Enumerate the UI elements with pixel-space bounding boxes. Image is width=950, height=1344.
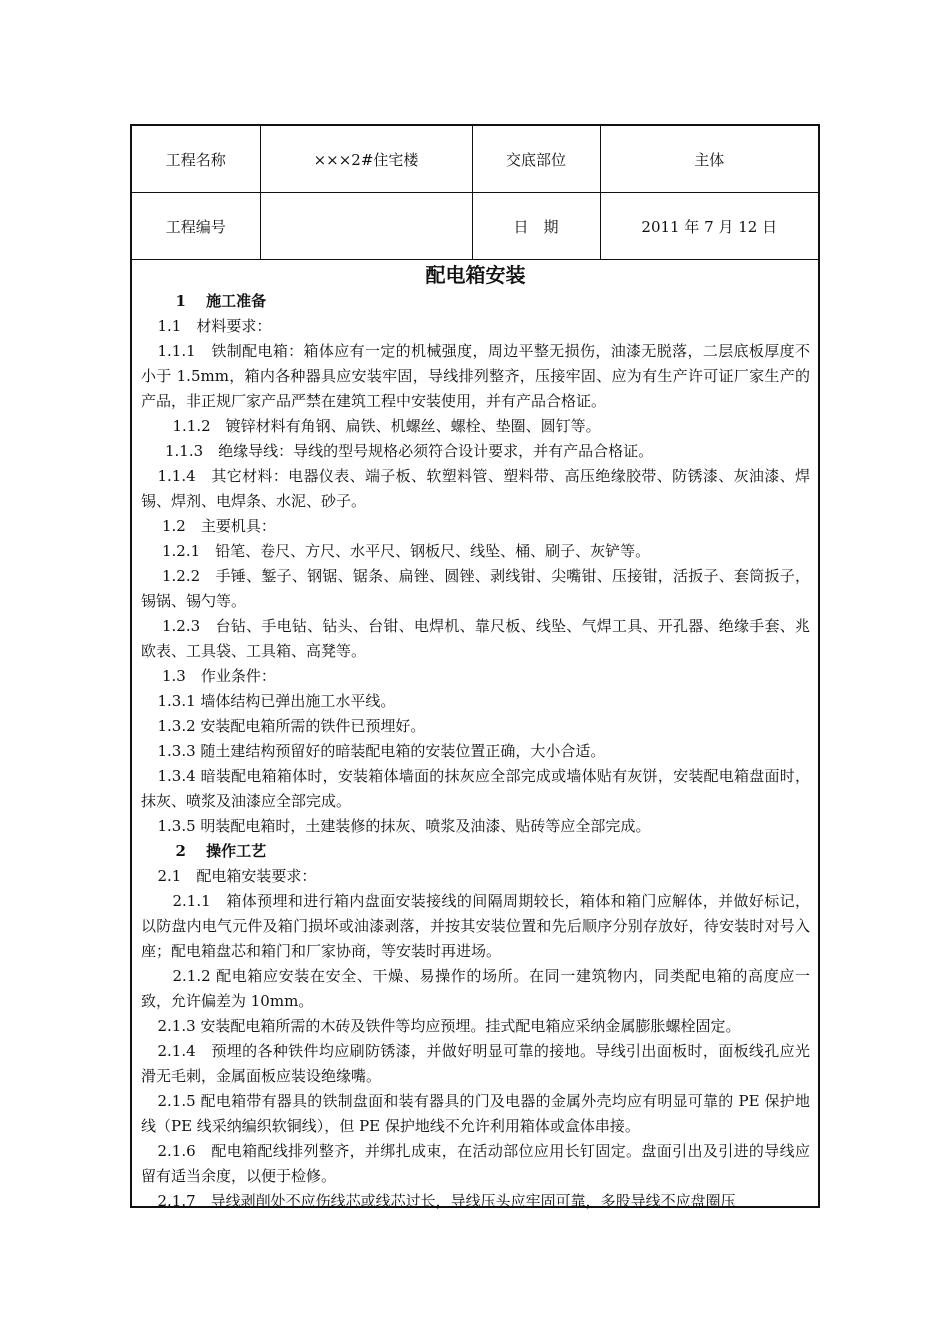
paragraph: 1.1.2 镀锌材料有角钢、扁铁、机螺丝、螺栓、垫圈、圆钉等。	[172, 417, 601, 435]
subsection-heading: 1.3 作业条件：	[162, 667, 276, 685]
document-body	[132, 260, 818, 1214]
paragraph: 1.1.4 其它材料：电器仪表、端子板、软塑料管、塑料带、高压绝缘胶带、防锈漆、灰油漆、焊锡、焊剂、电焊条、水泥、砂子。	[141, 467, 810, 510]
document-frame	[130, 124, 820, 1208]
paragraph: 1.3.5 明装配电箱时，土建装修的抹灰、喷浆及油漆、贴砖等应全部完成。	[157, 817, 651, 835]
paragraph: 2.1.1 箱体预埋和进行箱内盘面安装接线的间隔周期较长，箱体和箱门应解体，并做好标记，以防盘内电气元件及箱门损坏或油漆剥落，并按其安装位置和先后顺序分别存放好，待安装时对号入座；配电箱盘芯和箱门和厂家协商，等安装时再进场。	[141, 892, 810, 960]
document-title: 配电箱安装	[425, 263, 526, 287]
section-heading: 2 操作工艺	[175, 842, 267, 860]
date-value: 2011 年 7 月 12 日	[600, 193, 818, 260]
paragraph: 1.2.3 台钻、手电钻、钻头、台钳、电焊机、靠尺板、线坠、气焊工具、开孔器、绝缘手套、兆欧表、工具袋、工具箱、高凳等。	[141, 617, 810, 660]
location-label: 交底部位	[472, 126, 600, 193]
paragraph: 2.1.4 预埋的各种铁件均应刷防锈漆，并做好明显可靠的接地。导线引出面板时，面板线孔应光滑无毛刺，金属面板应装设绝缘嘴。	[141, 1042, 810, 1085]
paragraph: 1.2.1 铅笔、卷尺、方尺、水平尺、钢板尺、线坠、桶、刷子、灰铲等。	[162, 542, 651, 560]
project-no-value	[260, 193, 472, 260]
header-row	[132, 126, 818, 193]
subsection-heading: 1.2 主要机具：	[162, 517, 276, 535]
subsection-heading: 2.1 配电箱安装要求：	[157, 867, 317, 885]
section-heading: 1 施工准备	[175, 292, 267, 310]
paragraph: 1.2.2 手锤、錾子、钢锯、锯条、扁锉、圆锉、剥线钳、尖嘴钳、压接钳，活扳子、套筒扳子，锡锅、锡勺等。	[141, 567, 810, 610]
location-value: 主体	[600, 126, 818, 193]
project-name-value: ×××2#住宅楼	[260, 126, 472, 193]
paragraph: 2.1.3 安装配电箱所需的木砖及铁件等均应预埋。挂式配电箱应采纳金属膨胀螺栓固定。	[157, 1017, 741, 1035]
header-table	[132, 126, 818, 260]
paragraph: 2.1.7 导线剥削处不应伤线芯或线芯过长，导线压头应牢固可靠，多股导线不应盘圈压	[157, 1192, 736, 1210]
paragraph: 1.3.2 安装配电箱所需的铁件已预埋好。	[157, 717, 426, 735]
paragraph: 1.1.3 绝缘导线：导线的型号规格必须符合设计要求，并有产品合格证。	[165, 442, 654, 460]
paragraph: 2.1.6 配电箱配线排列整齐，并绑扎成束，在活动部位应用长钉固定。盘面引出及引进的导线应留有适当余度，以便于检修。	[141, 1142, 810, 1185]
paragraph: 2.1.2 配电箱应安装在安全、干燥、易操作的场所。在同一建筑物内，同类配电箱的高度应一致，允许偏差为 10mm。	[141, 967, 810, 1010]
paragraph: 1.3.1 墙体结构已弹出施工水平线。	[157, 692, 396, 710]
paragraph: 2.1.5 配电箱带有器具的铁制盘面和装有器具的门及电器的金属外壳均应有明显可靠的 PE 保护地线（PE 线采纳编织软铜线），但 PE 保护地线不允许利用箱体或盒体串接。	[141, 1092, 810, 1135]
paragraph: 1.3.4 暗装配电箱箱体时，安装箱体墙面的抹灰应全部完成或墙体贴有灰饼，安装配电箱盘面时，抹灰、喷浆及油漆应全部完成。	[141, 767, 810, 810]
project-name-label: 工程名称	[132, 126, 260, 193]
project-no-label: 工程编号	[132, 193, 260, 260]
date-label: 日 期	[472, 193, 600, 260]
paragraph: 1.1.1 铁制配电箱：箱体应有一定的机械强度，周边平整无损伤，油漆无脱落，二层底板厚度不小于 1.5mm，箱内各种器具应安装牢固，导线排列整齐，压接牢固、应为有生产许可证厂家生产的产品，非正规厂家产品严禁在建筑工程中安装使用，并有产品合格证。	[141, 342, 810, 410]
header-row	[132, 193, 818, 260]
subsection-heading: 1.1 材料要求：	[157, 317, 272, 335]
paragraph: 1.3.3 随土建结构预留好的暗装配电箱的安装位置正确，大小合适。	[157, 742, 606, 760]
